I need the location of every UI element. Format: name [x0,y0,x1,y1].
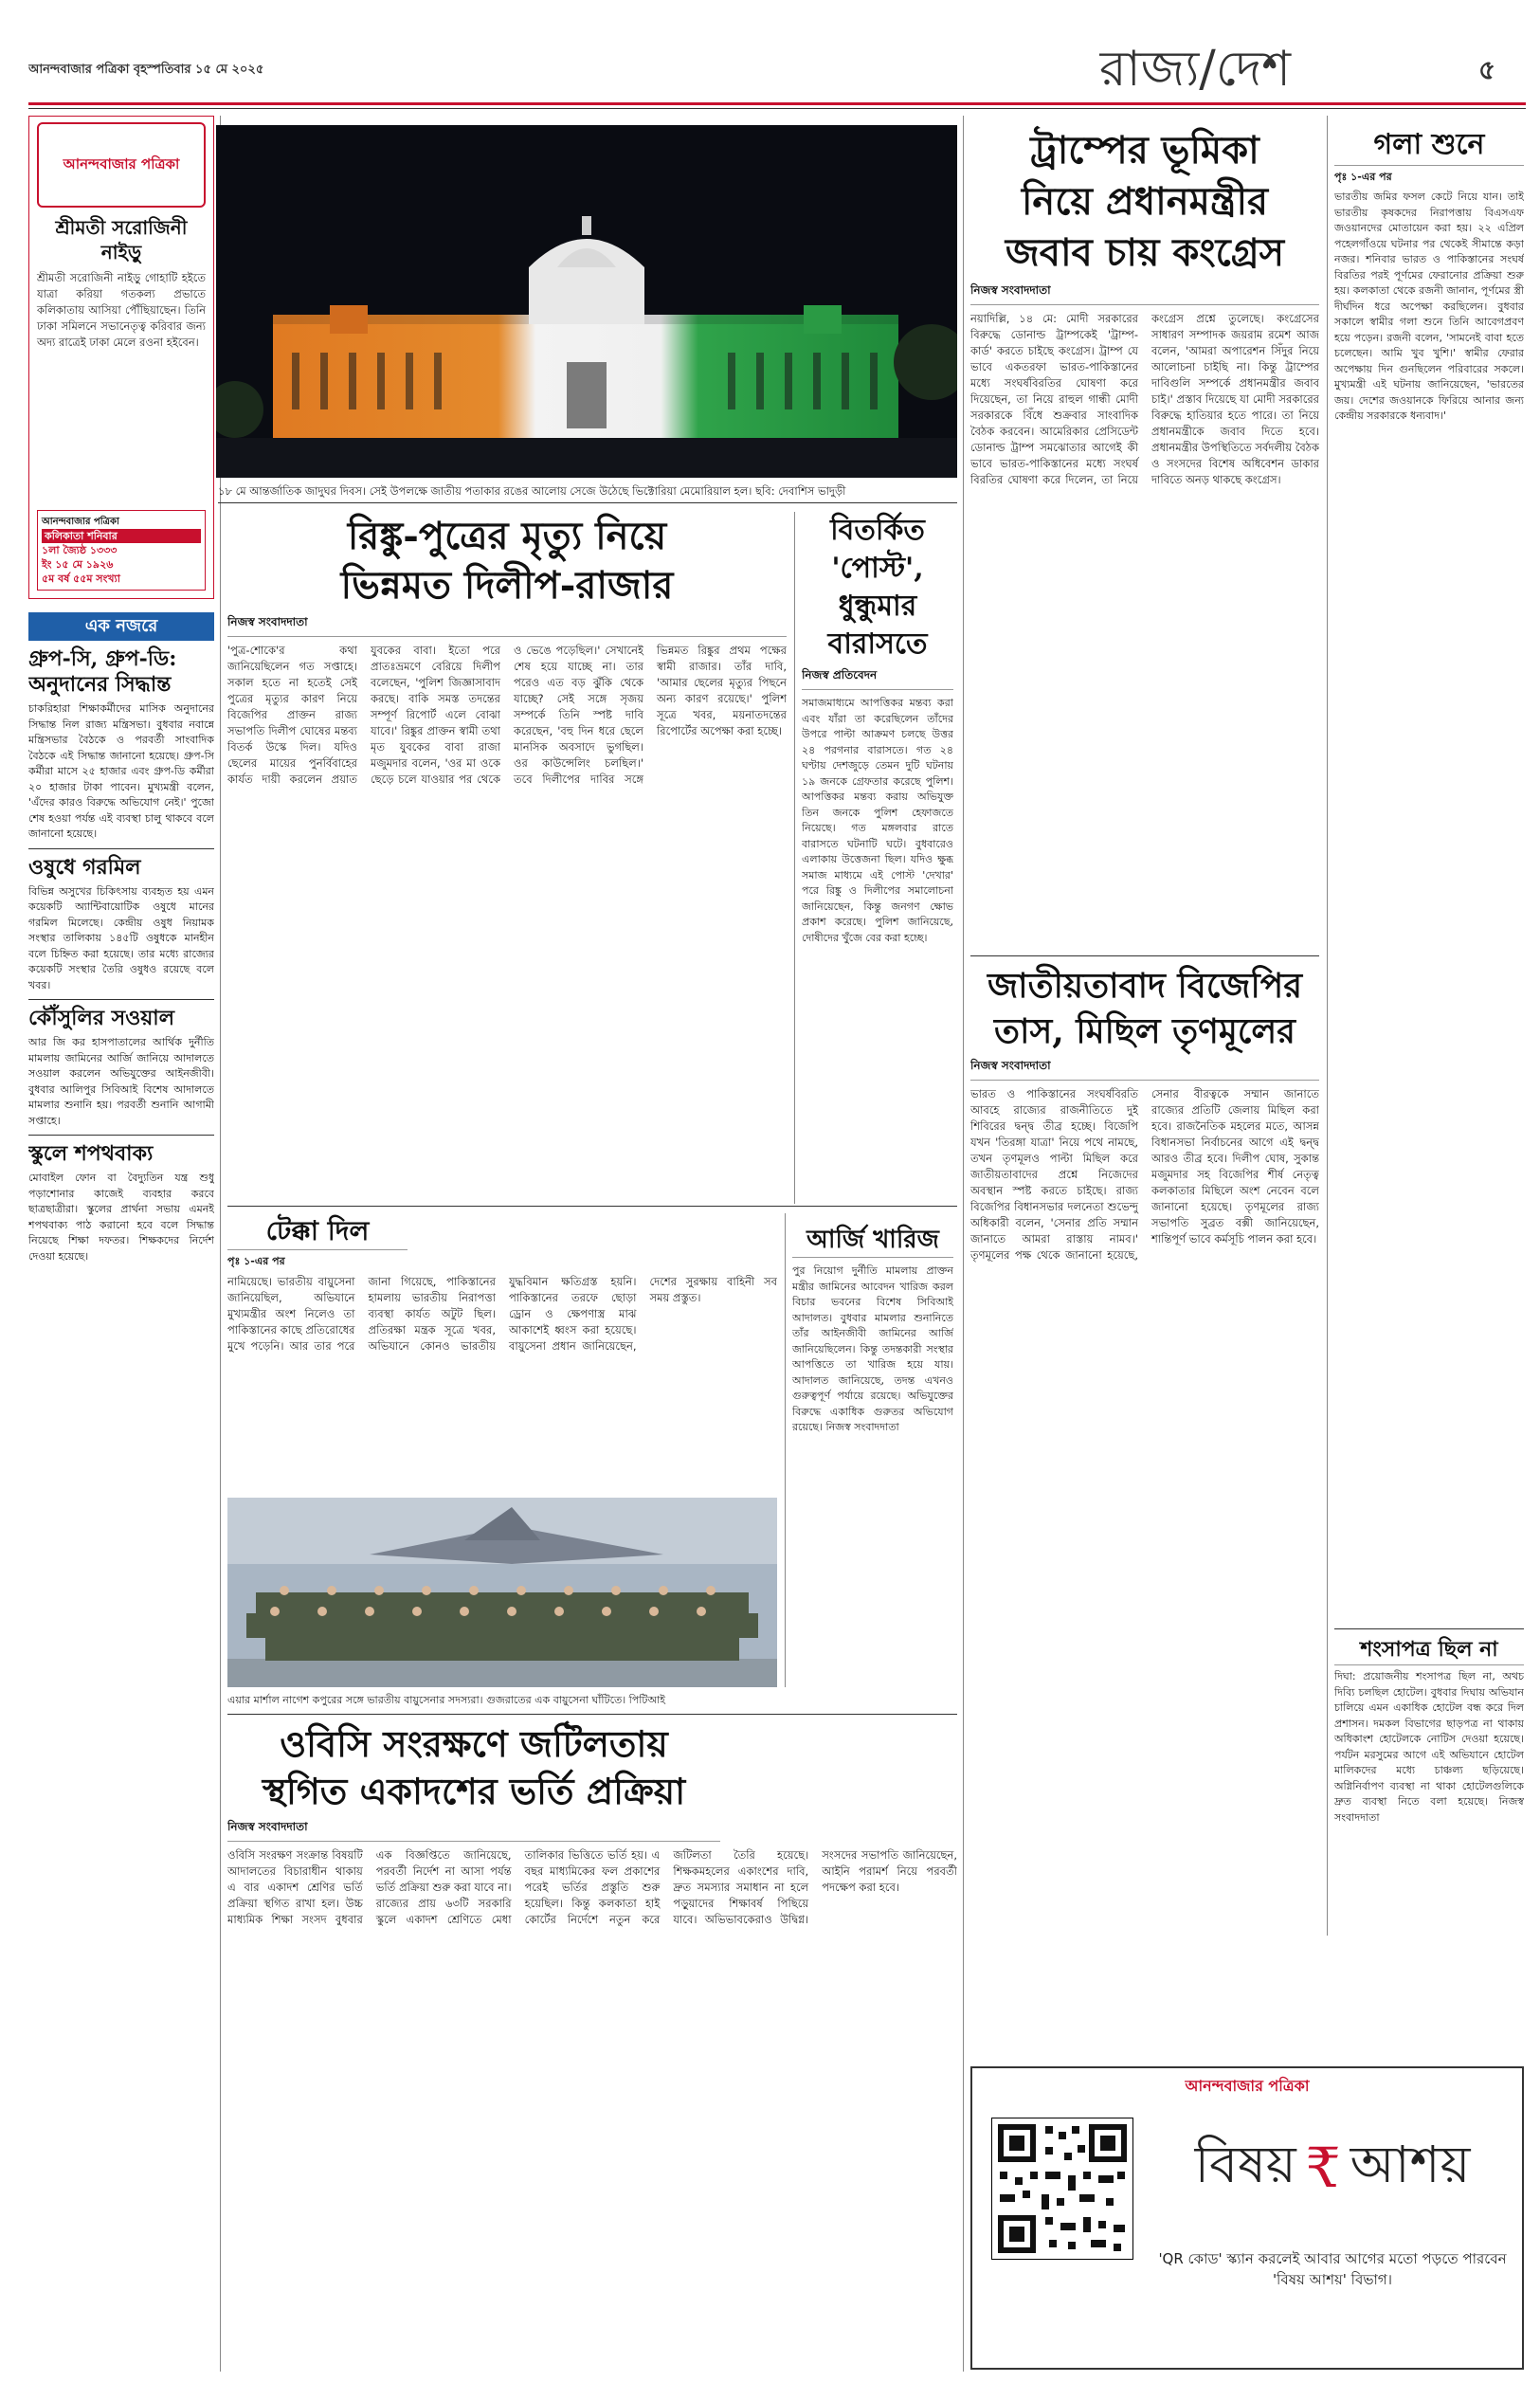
story-post-byline: নিজস্ব প্রতিবেদন [802,667,953,690]
section-rule [1334,1628,1524,1629]
masthead-left: আনন্দবাজার পত্রিকা বৃহস্পতিবার ১৫ মে ২০২৫ [28,63,264,77]
sidebar-item-body: বিভিন্ন অসুখের চিকিৎসায় ব্যবহৃত হয় এমন কয়েকটি অ্যান্টিবায়োটিক ওষুধে মানের গরমিল মিলেছে। কেন্দ্রীয় ওষুধ নিয়ামক সংস্থার তালিকায় ১৪৫টি ওষুধকে মানহীন বলে চিহ্নিত করা হয়েছে। তার মধ্যে রাজ্যের কয়েকটি সংস্থার তৈরি ওষুধও রয়েছে বলে খবর। [28,884,214,991]
headline-line: নিয়ে প্রধানমন্ত্রীর [1021,179,1269,224]
headline-line: বারাসতে [827,627,928,661]
sidebar [28,116,214,2372]
sidebar-item-head: স্কুলে শপথবাক্য [28,1141,154,1166]
story-rinku-headline [227,512,787,610]
story-shongshapotro [1334,1634,1524,1918]
header-red-rule [28,102,1526,105]
ad-text: 'QR কোড' স্ক্যান করলেই আবার আগের মতো পড়তে পারবেন 'বিষয় আশয়' বিভাগ। [1158,2250,1507,2288]
story-tekka [227,1213,777,1488]
story-gola-body: ভারতীয় জমির ফসল কেটে নিয়ে যান। তাই ভারতীয় কৃষকদের নিরাপত্তায় বিএসএফ জওয়ানদের মোতায়েন করা হয়। ২২ এপ্রিল পহেলগাঁওয়ে ঘটনার পর থেকেই সীমান্তে কড়া নজর। শনিবার ভারত ও পাকিস্তানের সংঘর্ষ বিরতির পরই পূর্ণমের ফেরানোর প্রক্রিয়া শুরু হয়। কলকাতা থেকে রজনী জানান, পূর্ণমের স্ত্রী দীর্ঘদিন ধরে অপেক্ষা করছিলেন। বুধবার সকালে স্বামীর গলা শুনে তিনি আবেগপ্রবণ হয়ে পড়েন। রজনী বলেন, 'সামনেই বাবা হতে চলেছেন। আমি খুব খুশি।' স্বামীর ফেরার অপেক্ষায় দিন গুনছিলেন পরিবারের সকলে। মুখ্যমন্ত্রী এই ঘটনায় জানিয়েছেন, 'ভারতের জয়। দেশের জওয়ানকে ফিরিয়ে আনার জন্য কেন্দ্রীয় সরকারকে ধন্যবাদ।' [1334,191,1524,422]
section-rule [227,1714,957,1715]
airforce-photo-caption: এয়ার মার্শাল নাগেশ কপুরের সঙ্গে ভারতীয় বায়ুসেনার সদস্যরা। গুজরাতের এক বায়ুসেনা ঘাঁটিতে। পিটিআই [227,1694,665,1706]
sidebar-item-school-oath [28,1141,214,1264]
section-rule [970,955,1319,956]
story-rinku-body: 'পুত্র-শোকে'র কথা জানিয়েছিলেন গত সপ্তাহে। সকাল হতে না হতেই সেই পুত্রের মৃত্যুর কারণ নিয়ে বিজেপির প্রাক্তন রাজ্য সভাপতি দিলীপ ঘোষের মন্তব্য বিতর্ক উস্কে দিল। যদিও ছেলের মায়ের পুনর্বিবাহের কার্যত দায়ী করলেন প্রয়াত যুবকের বাবা। ইতো পরে প্রাতঃভ্রমণে বেরিয়ে দিলীপ বলেছেন, 'পুলিশ জিজ্ঞাসাবাদ করছে। বাকি সমস্ত তদন্তের সম্পূর্ণ রিপোর্ট এলে বোঝা যাবে।' রিঙ্কুর প্রাক্তন স্বামী তথা মৃত যুবকের বাবা রাজা মজুমদার বলেন, 'ওর মা ওকে ছেড়ে চলে যাওয়ার পর থেকে ও ভেঙে পড়েছিল।' সেখানেই শেষ হয়ে যাচ্ছে না। তার পরেও এত বড় ঝুঁকি থেকে যাচ্ছে? সেই সঙ্গে সৃজয় সম্পর্কে তিনি স্পষ্ট দাবি করেছেন, 'বহু দিন ধরে ছেলে মানসিক অবসাদে ভুগছিল। ওর কাউন্সেলিং চলছিল।' তবে দিলীপের দাবির সঙ্গে ভিন্নমত রিঙ্কুর প্রথম পক্ষের স্বামী রাজার। তাঁর দাবি, 'আমার ছেলের মৃত্যুর পিছনে অন্য কারণ রয়েছে।' পুলিশ সূত্রে খবর, ময়নাতদন্তের রিপোর্টের অপেক্ষা করা হচ্ছে। [227,644,787,786]
sidebar-item-group-cd [28,646,214,843]
story-obc-body: ওবিসি সংরক্ষণ সংক্রান্ত বিষয়টি আদালতের বিচারাধীন থাকায় এ বার একাদশ শ্রেণির ভর্তি প্রক্রিয়া স্থগিত রাখা হল। উচ্চ মাধ্যমিক শিক্ষা সংসদ বুধবার এক বিজ্ঞপ্তিতে জানিয়েছে, পরবর্তী নির্দেশ না আসা পর্যন্ত ভর্তি প্রক্রিয়া শুরু করা যাবে না। রাজ্যের প্রায় ৬৩টি সরকারি স্কুলে একাদশ শ্রেণিতে মেধা তালিকার ভিত্তিতে ভর্তি হয়। এ বছর মাধ্যমিকের ফল প্রকাশের পরেই ভর্তির প্রস্তুতি শুরু হয়েছিল। কিন্তু কলকাতা হাই কোর্টের নির্দেশে নতুন করে জটিলতা তৈরি হয়েছে। শিক্ষকমহলের একাংশের দাবি, দ্রুত সমস্যার সমাধান না হলে পড়ুয়াদের শিক্ষাবর্ষ পিছিয়ে যাবে। অভিভাবকেরাও উদ্বিগ্ন। সংসদের সভাপতি জানিয়েছেন, আইনি পরামর্শ নিয়ে পরবর্তী পদক্ষেপ করা হবে। [227,1848,957,1926]
story-arji [792,1223,953,1687]
story-tekka-body: নামিয়েছে। ভারতীয় বায়ুসেনা জানিয়েছিল, অভিযানে মুখ্যমন্ত্রীর অংশ নিলেও তা পাকিস্তানের কাছে প্রতিরোধের মুখে পড়েনি। আর তার পরে জানা গিয়েছে, পাকিস্তানের হামলায় ভারতীয় নিরাপত্তা ব্যবস্থা কার্যত অটুট ছিল। প্রতিরক্ষা মন্ত্রক সূত্রে খবর, অভিযানে কোনও ভারতীয় যুদ্ধবিমান ক্ষতিগ্রস্ত হয়নি। পাকিস্তানের তরফে ছোড়া ড্রোন ও ক্ষেপণাস্ত্র মাঝ আকাশেই ধ্বংস করা হয়েছে। বায়ুসেনা প্রধান জানিয়েছেন, দেশের সুরক্ষায় বাহিনী সব সময় প্রস্তুত। [227,1275,777,1353]
sidebar-item-medicine [28,855,214,994]
qr-code-icon [992,2118,1132,2259]
victoria-photo-caption: ১৮ মে আন্তর্জাতিক জাদুঘর দিবস। সেই উপলক্ষে জাতীয় পতাকার রঙের আলোয় সেজে উঠেছে ভিক্টোরিয়া মেমোরিয়াল হল। ছবি: দেবাশিস ভাদুড়ী [218,484,846,498]
story-nationalism [970,963,1319,1911]
story-trump-byline: নিজস্ব সংবাদদাতা [970,282,1319,305]
column-rule [1327,116,1328,1936]
story-tekka-headline: টেক্কা দিল [227,1213,408,1250]
headline-line: জাতীয়তাবাদ বিজেপির [987,966,1303,1006]
sidebar-divider [28,999,214,1000]
story-nationalism-byline: নিজস্ব সংবাদদাতা [970,1058,1319,1081]
headline-line: রিঙ্কু-পুত্রের মৃত্যু নিয়ে [347,514,667,558]
sidebar-item-counsel [28,1006,214,1129]
archive-dateline [37,510,206,591]
story-trump-headline [970,125,1319,279]
column-rule [963,116,964,2372]
dateline-day: কলিকাতা শনিবার [42,529,201,543]
headline-line: ওবিসি সংরক্ষণে জটিলতায় [280,1722,668,1765]
story-arji-headline: আর্জি খারিজ [792,1223,953,1258]
ad-title-right: আশয় [1350,2135,1471,2194]
headline-line: জবাব চায় কংগ্রেস [1005,230,1285,275]
story-shongshapotro-headline: শংসাপত্র ছিল না [1334,1634,1524,1665]
story-gola-ref: পৃঃ ১-এর পর [1334,171,1392,183]
airforce-group-illustration [227,1498,777,1687]
story-post [802,512,953,1194]
ek-nojore-banner: এক নজরে [28,612,214,641]
page-number: ৫ [1478,54,1496,85]
rupee-icon: ₹ [1305,2136,1341,2200]
story-post-headline [802,512,953,664]
headline-line: স্থগিত একাদশের ভর্তি প্রক্রিয়া [262,1770,686,1812]
headline-line: 'পোস্ট', [831,552,924,585]
sidebar-item-body: মোবাইল ফোন বা বৈদ্যুতিন যন্ত্র শুধু পড়াশোনার কাজেই ব্যবহার করবে ছাত্রছাত্রীরা। স্কুলের প্রার্থনা সভায় এমনই শপথবাক্য পাঠ করানো হবে বলে সিদ্ধান্ত নিয়েছে শিক্ষা দফতর। শিক্ষকদের নির্দেশ দেওয়া হয়েছে। [28,1172,214,1263]
story-gola-headline: গলা শুনে [1334,125,1524,166]
story-obc-headline [227,1720,720,1815]
dateline-bengali: ১লা জ্যৈষ্ঠ ১৩৩৩ [42,544,118,556]
sidebar-divider [28,848,214,849]
story-nationalism-body: ভারত ও পাকিস্তানের সংঘর্ষবিরতি আবহে রাজ্যের রাজনীতিতে দুই শিবিরের দ্বন্দ্ব তীব্র হচ্ছে। বিজেপি যখন 'তিরঙ্গা যাত্রা' নিয়ে পথে নামছে, তখন তৃণমূলও পাল্টা মিছিল করে জাতীয়তাবাদের প্রশ্নে নিজেদের অবস্থান স্পষ্ট করতে চাইছে। রাজ্য বিজেপির বিধানসভার দলনেতা শুভেন্দু অধিকারী বলেন, 'সেনার প্রতি সম্মান জানাতে আমরা রাস্তায় নামব।' তৃণমূলের পক্ষ থেকে জানানো হয়েছে, সেনার বীরত্বকে সম্মান জানাতে রাজ্যের প্রতিটি জেলায় মিছিল করা হবে। রাজনৈতিক মহলের মতে, আসন্ন বিধানসভা নির্বাচনের আগে এই দ্বন্দ্ব আরও তীব্র হবে। দিলীপ ঘোষ, সুকান্ত মজুমদার সহ বিজেপির শীর্ষ নেতৃত্ব কলকাতার মিছিলে অংশ নেবেন বলে জানানো হয়েছে। তৃণমূলের রাজ্য সভাপতি সুব্রত বক্সী জানিয়েছেন, শান্তিপূর্ণ ভাবে কর্মসূচি পালন করা হবে। [970,1087,1319,1262]
sidebar-item-head: গ্রুপ-সি, গ্রুপ-ডি: অনুদানের সিদ্ধান্ত [28,646,177,697]
archive-title: শ্রীমতী সরোজিনী নাইড়ু [55,216,188,264]
ad-title-left: বিষয় [1194,2135,1296,2194]
story-arji-body: পুর নিয়োগ দুর্নীতি মামলায় প্রাক্তন মন্ত্রীর জামিনের আবেদন খারিজ করল বিচার ভবনের বিশেষ সিবিআই আদালত। বুধবার মামলার শুনানিতে তাঁর আইনজীবী জামিনের আর্জি জানিয়েছিলেন। কিন্তু তদন্তকারী সংস্থার আপত্তিতে তা খারিজ হয়ে যায়। আদালত জানিয়েছে, তদন্ত এখনও গুরুত্বপূর্ণ পর্যায়ে রয়েছে। অভিযুক্তের বিরুদ্ধে একাধিক গুরুতর অভিযোগ রয়েছে। নিজস্ব সংবাদদাতা [792,1264,953,1433]
story-rinku [227,512,787,1204]
ad-qr-code[interactable] [991,2118,1133,2260]
dateline-paper: আনন্দবাজার পত্রিকা [42,517,119,527]
archive-logo: আনন্দবাজার পত্রিকা [37,122,206,208]
column-rule [794,512,795,1204]
story-obc [227,1720,957,2374]
story-trump [970,125,1319,950]
archive-body: শ্রীমতী সরোজিনী নাইড়ু গোহাটি হইতে যাত্রা করিয়া গতকল্য প্রভাতে কলিকাতায় আসিয়া পৌঁছিয়াছেন। তিনি ঢাকা সমিলনে সভানেতৃত্ব করিবার জন্য অদ্য রাত্রেই ঢাকা মেলে রওনা হইবেন। [37,271,206,349]
story-shongshapotro-body: দিঘা: প্রয়োজনীয় শংসাপত্র ছিল না, অথচ দিব্যি চলছিল হোটেল। বুধবার দিঘায় অভিযান চালিয়ে এমন একাধিক হোটেল বন্ধ করে দিল প্রশাসন। দমকল বিভাগের ছাড়পত্র না থাকায় অধিকাংশ হোটেলকে নোটিস দেওয়া হয়েছে। পর্যটন মরসুমের আগে এই অভিযানে হোটেল মালিকদের মধ্যে চাঞ্চল্য ছড়িয়েছে। অগ্নিনির্বাপণ ব্যবস্থা না থাকা হোটেলগুলিকে দ্রুত ব্যবস্থা নিতে বলা হয়েছে। নিজস্ব সংবাদদাতা [1334,1670,1524,1824]
dateline-issue: ৫ম বর্ষ ৫৫ম সংখ্যা [42,573,120,585]
photo-caption-rule [218,502,957,503]
bishoy-ashoy-ad[interactable] [970,2066,1524,2370]
dateline-english: ইং ১৫ মে ১৯২৬ [42,558,114,571]
headline-line: ভিন্নমত দিলীপ-রাজার [340,563,674,608]
story-rinku-byline: নিজস্ব সংবাদদাতা [227,614,787,637]
archive-box [28,116,214,599]
victoria-memorial-illustration [216,125,957,478]
headline-line: ট্রাম্পের ভূমিকা [1030,128,1259,173]
story-post-body: সমাজমাধ্যমে আপত্তিকর মন্তব্য করা এবং যাঁরা তা করেছিলেন তাঁদের উপরে পাল্টা আক্রমণ চলছে উত্তর ২৪ পরগনার বারাসতে। গত ২৪ ঘণ্টায় দেশজুড়ে তেমন দুটি ঘটনায় ১৯ জনকে গ্রেফতার করেছে পুলিশ। আপত্তিকর মন্তব্য করায় অভিযুক্ত তিন জনকে পুলিশ হেফাজতে নিয়েছে। গত মঙ্গলবার রাতে বারাসতে ঘটনাটি ঘটে। বুধবারেও এলাকায় উত্তেজনা ছিল। যদিও ক্ষুব্ধ সমাজ মাধ্যমে এই পোস্ট 'দেখার' পরে রিঙ্কু ও দিলীপের সমালোচনা জানিয়েছেন, কিন্তু জনগণ ক্ষোভ প্রকাশ করেছে। পুলিশ জানিয়েছে, দোষীদের খুঁজে বের করা হচ্ছে। [802,697,953,944]
header-rule [28,108,1526,109]
sidebar-item-head: কৌঁসুলির সওয়াল [28,1006,175,1030]
story-tekka-ref: পৃঃ ১-এর পর [227,1255,285,1267]
section-title: রাজ্য/দেশ [1099,41,1291,98]
headline-line: তাস, মিছিল তৃণমূলের [994,1011,1295,1051]
sidebar-item-head: ওষুধে গরমিল [28,854,141,880]
story-gola [1334,125,1524,1623]
section-rule [227,1206,957,1207]
sidebar-item-body: আর জি কর হাসপাতালের আর্থিক দুর্নীতি মামলায় জামিনের আর্জি জানিয়ে আদালতে সওয়াল করলেন অভিযুক্তের আইনজীবী। বুধবার আলিপুর সিবিআই বিশেষ আদালতে মামলার শুনানি হয়। পরবর্তী শুনানি আগামী সপ্তাহে। [28,1036,214,1127]
victoria-memorial-photo [216,125,957,478]
sidebar-divider [28,1135,214,1136]
ad-title [1152,2116,1513,2220]
sidebar-item-body: চাকরিহারা শিক্ষাকর্মীদের মাসিক অনুদানের সিদ্ধান্ত নিল রাজ্য মন্ত্রিসভা। বুধবার নবান্নে মন্ত্রিসভার বৈঠকে ও পরবর্তী সাংবাদিক বৈঠকে এই সিদ্ধান্ত জানানো হয়েছে। গ্রুপ-সি কর্মীরা মাসে ২৫ হাজার এবং গ্রুপ-ডি কর্মীরা ২০ হাজার টাকা পাবেন। মুখ্যমন্ত্রী বলেন, 'এঁদের কারও বিরুদ্ধে অভিযোগ নেই।' পুজো শেষ হওয়া পর্যন্ত এই ব্যবস্থা চালু থাকবে বলে জানানো হয়েছে। [28,702,214,840]
column-rule [785,1213,786,1687]
ad-brand: আনন্দবাজার পত্রিকা [1185,2077,1310,2095]
airforce-group-photo [227,1498,777,1687]
story-obc-byline: নিজস্ব সংবাদদাতা [227,1819,720,1842]
story-trump-body: নয়াদিল্লি, ১৪ মে: মোদী সরকারের বিরুদ্ধে ডোনাল্ড ট্রাম্পকেই 'ট্রাম্প-কার্ড' করতে চাইছে কংগ্রেস। ট্রাম্প যে ভাবে একতরফা ভারত-পাকিস্তানের মধ্যে সংঘর্ষবিরতির ঘোষণা করে দিয়েছেন, তা নিয়ে রাহুল গান্ধী মোদী সরকারকে বিঁধে শুক্রবার সাংবাদিক বৈঠক করবেন। আমেরিকার প্রেসিডেন্ট ডোনাল্ড ট্রাম্প সমঝোতার আগেই কী ভাবে ভারত-পাকিস্তানের মধ্যে সংঘর্ষ বিরতির ঘোষণা করে দিলেন, তা নিয়ে কংগ্রেস প্রশ্নে তুলেছে। কংগ্রেসের সাধারণ সম্পাদক জয়রাম রমেশ আজ বলেন, 'আমরা অপারেশন সিঁদুর নিয়ে আলোচনা চাইছি না। কিন্তু ট্রাম্পের দাবিগুলি সম্পর্কে প্রধানমন্ত্রীর জবাব চাই।' প্রস্তাব দিয়েছে যা মোদী সরকারের বিরুদ্ধে হাতিয়ার হতে পারে। তা নিয়ে প্রধানমন্ত্রীকে জবাব দিতে হবে। প্রধানমন্ত্রীর উপস্থিতিতে সর্বদলীয় বৈঠক ও সংসদের বিশেষ অধিবেশন ডাকার দাবিতে অনড় থাকছে কংগ্রেস। [970,312,1319,486]
headline-line: ধুন্ধুমার [838,590,917,623]
headline-line: বিতর্কিত [830,514,925,547]
story-nationalism-headline [970,963,1319,1054]
